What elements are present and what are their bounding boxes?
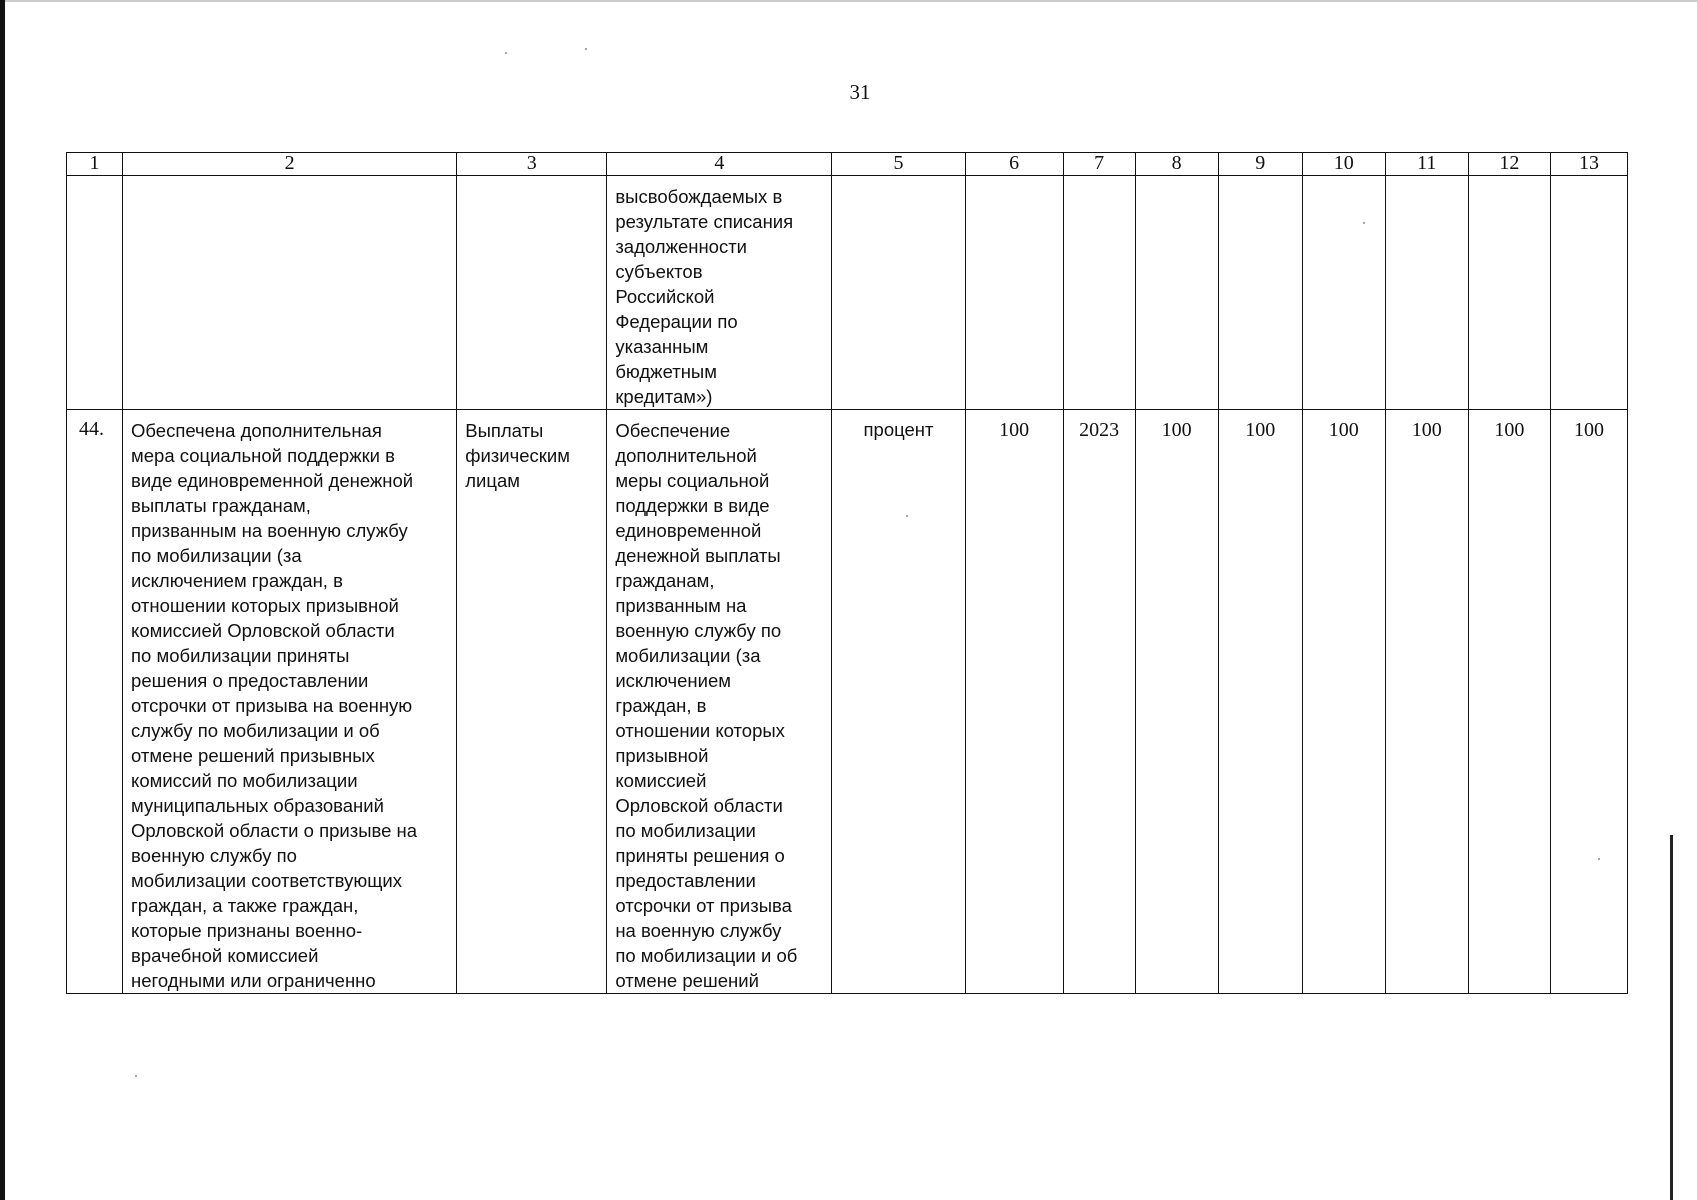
text-line: исключением <box>615 670 731 691</box>
text-line: Российской <box>615 286 715 307</box>
text-line: отношении которых призывной <box>131 595 399 616</box>
scan-speck <box>135 1075 137 1077</box>
scan-speck <box>1363 222 1365 224</box>
text-line: исключением граждан, в <box>131 570 343 591</box>
text-line: единовременной <box>615 520 762 541</box>
text-line: Обеспечена дополнительная <box>131 420 382 441</box>
continuation-description-cell <box>607 176 832 410</box>
text-line: комиссией <box>615 770 707 791</box>
text-line: кредитам») <box>615 386 713 407</box>
base-value: 100 <box>999 419 1030 441</box>
text-line: отношении которых <box>615 720 785 741</box>
text-line: лицам <box>465 470 520 491</box>
row-number-cell <box>67 410 123 994</box>
text-line: субъектов <box>615 261 703 282</box>
header-cell: 8 <box>1135 153 1218 176</box>
column-number-header-row <box>67 153 1628 176</box>
text-line: указанным <box>615 336 709 357</box>
text-line: бюджетным <box>615 361 717 382</box>
value-cell <box>965 410 1063 994</box>
table-row-44 <box>67 410 1628 994</box>
text-line: денежной выплаты <box>615 545 781 566</box>
value-cell <box>1385 410 1468 994</box>
scan-left-edge <box>0 0 5 1200</box>
text-line: Орловской области <box>615 795 783 816</box>
text-line: Орловской области о призыве на <box>131 820 418 841</box>
text-line: по мобилизации приняты <box>131 645 350 666</box>
text-line: комиссией Орловской области <box>131 620 395 641</box>
header-cell: 7 <box>1063 153 1135 176</box>
text-line: гражданам, <box>615 570 715 591</box>
scan-speck <box>1598 858 1600 860</box>
type-cell <box>457 410 607 994</box>
result-cell <box>123 410 457 994</box>
text-line: отмене решений <box>615 970 759 991</box>
year-value: 100 <box>1161 419 1192 441</box>
text-line: предоставлении <box>615 870 756 891</box>
result-characteristic <box>607 410 831 993</box>
year-value: 100 <box>1411 419 1442 441</box>
text-line: на военную службу <box>615 920 782 941</box>
unit-value: процент <box>863 419 934 440</box>
base-year: 2023 <box>1079 419 1120 441</box>
year-value: 100 <box>1245 419 1276 441</box>
year-value: 100 <box>1494 419 1525 441</box>
text-line: призывной <box>615 745 709 766</box>
text-line: негодными или ограниченно <box>131 970 376 991</box>
scan-speck <box>505 52 507 54</box>
year-cell <box>1063 410 1135 994</box>
text-line: по мобилизации <box>615 820 756 841</box>
text-line: меры социальной <box>615 470 770 491</box>
scan-top-edge <box>0 0 1697 2</box>
text-line: приняты решения о <box>615 845 785 866</box>
header-cell: 2 <box>123 153 457 176</box>
text-line: мобилизации соответствующих <box>131 870 403 891</box>
text-line: службу по мобилизации и об <box>131 720 380 741</box>
text-line: отсрочки от призыва <box>615 895 792 916</box>
text-line: виде единовременной денежной <box>131 470 414 491</box>
value-cell <box>1302 410 1385 994</box>
result-description <box>123 410 456 993</box>
text-line: отсрочки от призыва на военную <box>131 695 413 716</box>
text-line: по мобилизации и об <box>615 945 798 966</box>
header-cell: 11 <box>1385 153 1468 176</box>
indicators-table <box>66 152 1628 994</box>
text-line: муниципальных образований <box>131 795 384 816</box>
value-cell <box>1218 410 1302 994</box>
continuation-row <box>67 176 1628 410</box>
year-value: 100 <box>1573 419 1604 441</box>
header-cell: 12 <box>1468 153 1550 176</box>
unit-cell <box>832 410 965 994</box>
header-cell: 3 <box>457 153 607 176</box>
value-cell <box>1468 410 1550 994</box>
text-line: решения о предоставлении <box>131 670 369 691</box>
continuation-description <box>607 176 831 409</box>
result-type <box>457 410 606 493</box>
text-line: военную службу по <box>131 845 297 866</box>
scan-right-edge <box>1670 835 1673 1200</box>
text-line: высвобождаемых в <box>615 186 783 207</box>
text-line: результате списания <box>615 211 794 232</box>
header-cell: 13 <box>1550 153 1627 176</box>
characteristic-cell <box>607 410 832 994</box>
text-line: выплаты гражданам, <box>131 495 311 516</box>
row-number: 44. <box>79 418 104 440</box>
scan-speck <box>585 48 587 50</box>
header-cell: 10 <box>1302 153 1385 176</box>
text-line: комиссий по мобилизации <box>131 770 358 791</box>
text-line: поддержки в виде <box>615 495 770 516</box>
value-cell <box>1550 410 1627 994</box>
text-line: физическим <box>465 445 570 466</box>
text-line: по мобилизации (за <box>131 545 302 566</box>
text-line: отмене решений призывных <box>131 745 375 766</box>
text-line: врачебной комиссией <box>131 945 319 966</box>
scan-speck <box>906 515 908 517</box>
text-line: призванным на военную службу <box>131 520 408 541</box>
text-line: задолженности <box>615 236 748 257</box>
text-line: Федерации по <box>615 311 738 332</box>
text-line: мобилизации (за <box>615 645 761 666</box>
text-line: которые признаны военно- <box>131 920 363 941</box>
header-cell: 5 <box>832 153 965 176</box>
text-line: мера социальной поддержки в <box>131 445 395 466</box>
value-cell <box>1135 410 1218 994</box>
page-number: 31 <box>849 80 871 104</box>
text-line: граждан, а также граждан, <box>131 895 359 916</box>
text-line: граждан, в <box>615 695 707 716</box>
header-cell: 6 <box>965 153 1063 176</box>
text-line: дополнительной <box>615 445 757 466</box>
header-cell: 9 <box>1218 153 1302 176</box>
text-line: военную службу по <box>615 620 782 641</box>
text-line: Выплаты <box>465 420 544 441</box>
header-cell: 1 <box>67 153 123 176</box>
text-line: Обеспечение <box>615 420 731 441</box>
header-cell: 4 <box>607 153 832 176</box>
year-value: 100 <box>1328 419 1359 441</box>
text-line: призванным на <box>615 595 747 616</box>
